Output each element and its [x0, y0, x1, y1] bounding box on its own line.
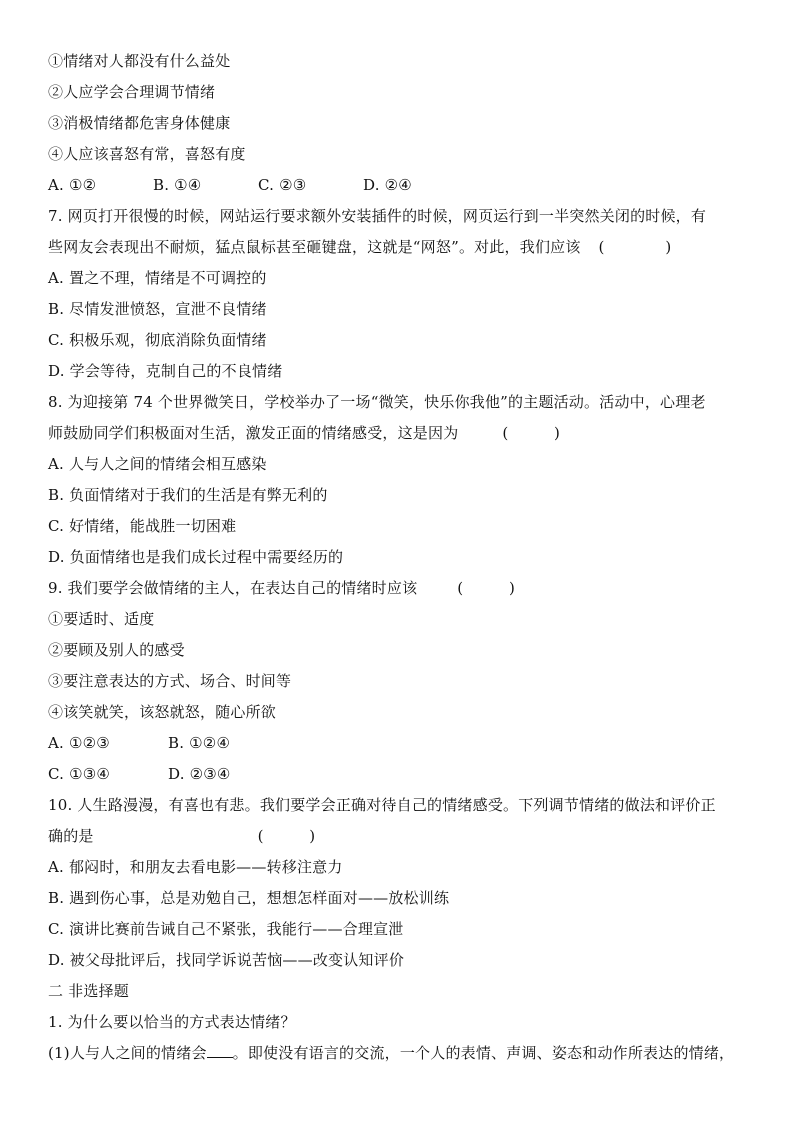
q9-answer-paren: ( ) [457, 579, 516, 597]
q8-answer-paren: ( ) [502, 424, 561, 442]
q8-stem-text: 师鼓励同学们积极面对生活，激发正面的情绪感受，这是因为 [48, 424, 459, 442]
document-page [48, 46, 760, 1069]
q9-item-3: ③要注意表达的方式、场合、时间等 [48, 672, 292, 690]
q9-options-row-1 [48, 728, 760, 759]
q6-option-b: B. ①④ [153, 176, 202, 194]
q6-item-2: ②人应学会合理调节情绪 [48, 83, 216, 101]
q6-option-a: A. ①② [48, 176, 97, 194]
q7-answer-paren: ( ) [598, 238, 672, 256]
q7-option-d: D. 学会等待，克制自己的不良情绪 [48, 362, 283, 380]
q7-option-c: C. 积极乐观，彻底消除负面情绪 [48, 331, 267, 349]
q8-option-b: B. 负面情绪对于我们的生活是有弊无利的 [48, 486, 328, 504]
s2-q1-part1-after: 。即使没有语言的交流，一个人的表情、声调、姿态和动作所表达的情绪， [232, 1044, 735, 1062]
q6-item-3: ③消极情绪都危害身体健康 [48, 114, 231, 132]
q10-option-d: D. 被父母批评后，找同学诉说苦恼——改变认知评价 [48, 951, 405, 969]
q6-item-4: ④人应该喜怒有常，喜怒有度 [48, 145, 246, 163]
q6-option-d: D. ②④ [363, 176, 412, 194]
q7-stem-line-1: 7. 网页打开很慢的时候，网站运行要求额外安装插件的时候，网页运行到一半突然关闭的时候，有 [48, 207, 707, 225]
q10-stem-line-1: 10. 人生路漫漫，有喜也有悲。我们要学会正确对待自己的情绪感受。下列调节情绪的做法和评价正 [48, 796, 716, 814]
q9-item-2: ②要顾及别人的感受 [48, 641, 185, 659]
s2-q1-part1 [48, 1038, 760, 1069]
q6-item-1: ①情绪对人都没有什么益处 [48, 52, 231, 70]
q7-option-b: B. 尽情发泄愤怒，宣泄不良情绪 [48, 300, 267, 318]
q10-option-a: A. 郁闷时，和朋友去看电影——转移注意力 [48, 858, 343, 876]
q8-option-d: D. 负面情绪也是我们成长过程中需要经历的 [48, 548, 344, 566]
q9-stem [48, 573, 760, 604]
q10-stem-line-2 [48, 821, 760, 852]
q9-option-a: A. ①②③ [48, 734, 110, 752]
q10-option-b: B. 遇到伤心事，总是劝勉自己，想想怎样面对——放松训练 [48, 889, 450, 907]
s2-q1-part1-before: (1)人与人之间的情绪会 [48, 1044, 207, 1062]
q9-stem-text: 9. 我们要学会做情绪的主人，在表达自己的情绪时应该 [48, 579, 418, 597]
q7-stem-line-2 [48, 232, 760, 263]
q8-option-a: A. 人与人之间的情绪会相互感染 [48, 455, 267, 473]
q8-stem-line-2 [48, 418, 760, 449]
s2-q1-stem: 1. 为什么要以恰当的方式表达情绪？ [48, 1013, 296, 1031]
q8-option-c: C. 好情绪，能战胜一切困难 [48, 517, 237, 535]
q7-stem-text: 些网友会表现出不耐烦，猛点鼠标甚至砸键盘，这就是“网怒”。对此，我们应该 [48, 238, 581, 256]
q9-item-1: ①要适时、适度 [48, 610, 155, 628]
q9-item-4: ④该笑就笑，该怒就怒，随心所欲 [48, 703, 277, 721]
section-heading: 二 非选择题 [48, 982, 129, 1000]
q8-stem-line-1: 8. 为迎接第 74 个世界微笑日，学校举办了一场“微笑，快乐你我他”的主题活动。活动中，心理老 [48, 393, 706, 411]
q9-option-b: B. ①②④ [168, 734, 231, 752]
q6-option-c: C. ②③ [258, 176, 307, 194]
q9-option-c: C. ①③④ [48, 765, 111, 783]
q7-option-a: A. 置之不理，情绪是不可调控的 [48, 269, 267, 287]
q9-option-d: D. ②③④ [168, 765, 231, 783]
fill-in-blank[interactable] [207, 1039, 233, 1058]
q9-options-row-2 [48, 759, 760, 790]
q6-options [48, 170, 760, 201]
q10-stem-text: 确的是 [48, 827, 94, 845]
q10-answer-paren: ( ) [257, 827, 316, 845]
q10-option-c: C. 演讲比赛前告诫自己不紧张，我能行——合理宣泄 [48, 920, 404, 938]
